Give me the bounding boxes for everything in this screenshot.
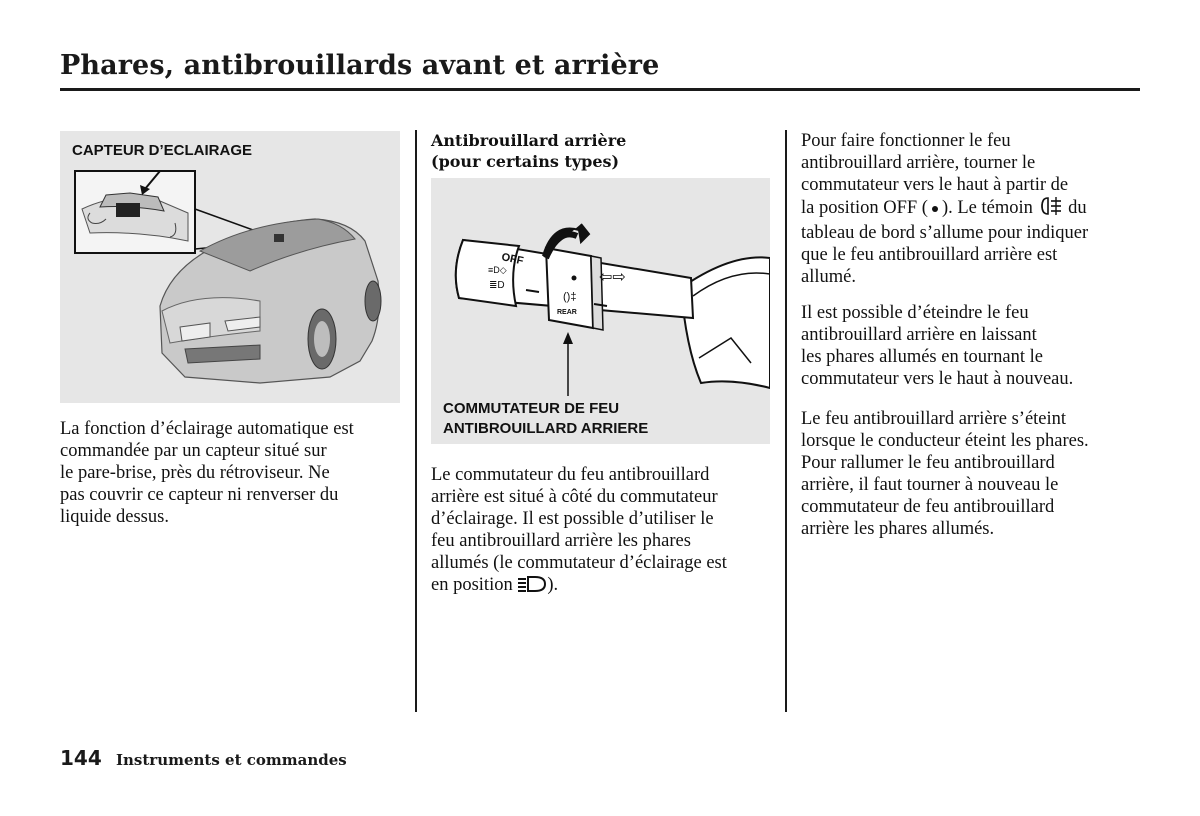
svg-text:⇦⇨: ⇦⇨ <box>599 269 626 286</box>
page-title: Phares, antibrouillards avant et arrière <box>60 50 660 81</box>
body-line: pas couvrir ce capteur ni renverser du <box>60 485 339 505</box>
text-fragment: en position <box>431 575 518 595</box>
rear-fog-heading <box>431 130 626 172</box>
svg-text:≡D◇: ≡D◇ <box>488 265 507 275</box>
light-sensor-figure <box>60 131 400 403</box>
body-line: commutateur de feu antibrouillard <box>801 497 1055 517</box>
body-line <box>431 574 727 599</box>
body-line: d’éclairage. Il est possible d’utiliser le <box>431 509 714 529</box>
body-line <box>801 196 1088 222</box>
body-line: tableau de bord s’allume pour indiquer <box>801 223 1089 243</box>
text-fragment: du <box>1063 198 1087 218</box>
body-line: commutateur vers le haut à nouveau. <box>801 369 1074 389</box>
body-line: antibrouillard arrière, tourner le <box>801 153 1036 173</box>
text-fragment: la position OFF ( <box>801 198 928 218</box>
body-line: liquide dessus. <box>60 507 169 527</box>
body-line: les phares allumés en tournant le <box>801 347 1043 367</box>
body-line: Le feu antibrouillard arrière s’éteint <box>801 409 1067 429</box>
body-line: lorsque le conducteur éteint les phares. <box>801 431 1089 451</box>
body-line: La fonction d’éclairage automatique est <box>60 419 354 439</box>
figure-caption-switch-2: ANTIBROUILLARD ARRIERE <box>443 420 649 437</box>
body-line: arrière est situé à côté du commutateur <box>431 487 718 507</box>
body-line: arrière les phares allumés. <box>801 519 995 539</box>
figure-caption-light-sensor: CAPTEUR D’ECLAIRAGE <box>72 142 253 159</box>
text-fragment: ). <box>547 575 559 595</box>
text-fragment: ). Le témoin <box>941 198 1038 218</box>
body-line: feu antibrouillard arrière les phares <box>431 531 691 551</box>
rear-label: REAR <box>557 309 577 316</box>
col2-body-text <box>431 464 727 599</box>
body-line: Pour rallumer le feu antibrouillard <box>801 453 1055 473</box>
body-line: arrière, il faut tourner à nouveau le <box>801 475 1059 495</box>
body-line: que le feu antibrouillard arrière est <box>801 245 1058 265</box>
column-divider-1 <box>415 130 417 712</box>
body-line: commutateur vers le haut à partir de <box>801 175 1069 195</box>
off-label: OFF <box>500 251 525 268</box>
col3-para-3 <box>801 408 1089 540</box>
body-line: allumé. <box>801 267 856 287</box>
col3-para-2 <box>801 302 1073 390</box>
body-line: Pour faire fonctionner le feu <box>801 131 1011 151</box>
headlight-icon <box>517 575 547 599</box>
rear-fog-indicator-icon <box>1038 196 1064 222</box>
col3-para-1 <box>801 130 1088 288</box>
svg-text:≣D: ≣D <box>489 280 505 291</box>
body-line: Le commutateur du feu antibrouillard <box>431 465 710 485</box>
body-line: allumés (le commutateur d’éclairage est <box>431 553 727 573</box>
body-line: commandée par un capteur situé sur <box>60 441 327 461</box>
body-line: le pare-brise, près du rétroviseur. Ne <box>60 463 330 483</box>
heading-line: (pour certains types) <box>431 152 620 171</box>
dot-icon <box>928 200 942 222</box>
svg-text:()‡: ()‡ <box>563 291 577 303</box>
car-illustration <box>60 131 400 403</box>
body-line: Il est possible d’éteindre le feu <box>801 303 1029 323</box>
rear-fog-switch-figure <box>431 178 770 444</box>
heading-line: Antibrouillard arrière <box>431 131 627 150</box>
section-name: Instruments et commandes <box>116 751 347 769</box>
title-rule <box>60 88 1140 91</box>
page-number: 144 <box>60 746 102 770</box>
figure-caption-switch-1: COMMUTATEUR DE FEU <box>443 400 620 417</box>
column-divider-2 <box>785 130 787 712</box>
col1-body-text <box>60 418 354 528</box>
body-line: antibrouillard arrière en laissant <box>801 325 1037 345</box>
